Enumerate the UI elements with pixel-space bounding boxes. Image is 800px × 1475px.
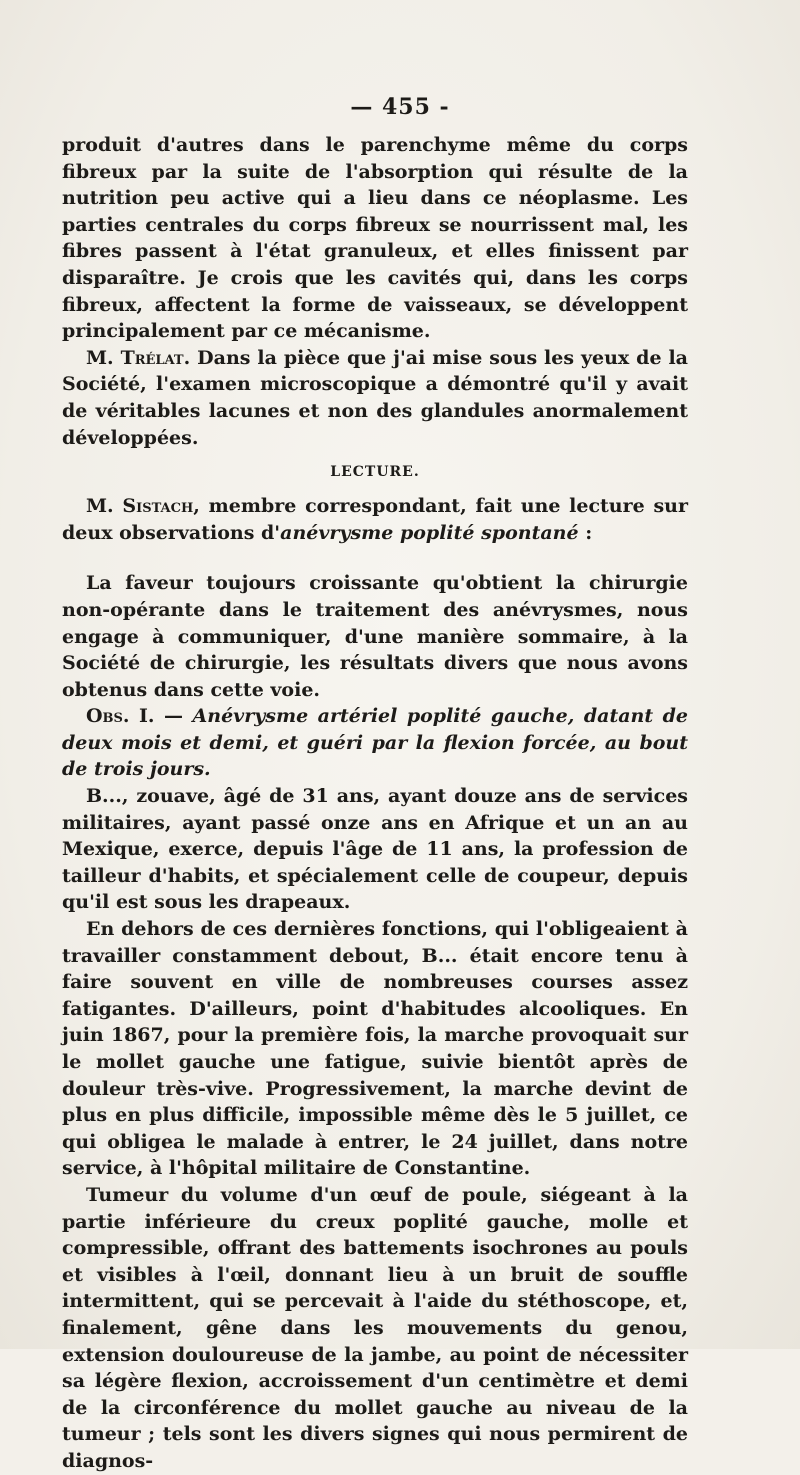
paragraph-text-end: :	[578, 521, 593, 544]
observation-label: Obs. I.	[86, 705, 155, 728]
paragraph-intro: La faveur toujours croissante qu'obtient la chirurgie non-opérante dans le traitement des anévrysmes, nous engage à communiquer, d'une manière sommaire, à la Société de chirurgie, les résultats divers que nous avons obtenus dans cette voie.	[62, 572, 688, 701]
paragraph-trelat	[62, 345, 688, 451]
paragraph-text: , membre correspondant, fait une lecture sur deux observations d'	[62, 495, 688, 544]
paragraph-italic: anévrysme poplité spontané	[280, 521, 579, 544]
paragraph-signs: Tumeur du volume d'un œuf de poule, siégeant à la partie inférieure du creux poplité gauche, molle et compressible, offrant des battements isochrones au pouls et visibles à l'œil, donnant lieu à un bruit de souffle intermittent, qui se percevait à l'aide du stéthoscope, et, finalement, gêne dans les mouvements du genou, extension douloureuse de la jambe, au point de nécessiter sa légère flexion, accroissement d'un centimètre et demi de la circonférence du mollet gauche au niveau de la tumeur ; tels sont les divers signes qui nous permirent de diagnos-	[62, 1183, 688, 1472]
observation-dash: —	[154, 705, 193, 728]
section-heading: LECTURE.	[330, 464, 420, 481]
paragraph-text: Dans la pièce que j'ai mise sous les yeux de la Société, l'examen microscopique a démontré qu'il y avait de véritables lacunes et non des glandules anormalement développées.	[62, 346, 688, 449]
paragraph-patient: B..., zouave, âgé de 31 ans, ayant douze ans de services militaires, ayant passé onze ans en Afrique et un an au Mexique, exerce, depuis l'âge de 11 ans, la profession de tailleur d'habits, et spécialement celle de coupeur, depuis qu'il est sous les drapeaux.	[62, 785, 688, 914]
speaker-name: M. Sistach	[86, 495, 194, 518]
paragraph-sistach	[62, 493, 688, 546]
speaker-name: M. Trélat.	[86, 346, 191, 369]
observation-title: Anévrysme artériel poplité gauche, datant de deux mois et demi, et guéri par la flexion forcée, au bout de trois jours.	[62, 705, 689, 781]
page-number: — 455 -	[350, 94, 450, 120]
body-text	[62, 132, 688, 1475]
paragraph-continuation: produit d'autres dans le parenchyme même du corps fibreux par la suite de l'absorption qui résulte de la nutrition peu active qui a lieu dans ce néoplasme. Les parties centrales du corps fibreux se nourrissent mal, les fibres passent à l'état granuleux, et elles finissent par disparaître. Je crois que les cavités qui, dans les corps fibreux, affectent la forme de vaisseaux, se développent principalement par ce mécanisme.	[62, 134, 688, 343]
observation-heading	[62, 703, 688, 783]
paragraph-history: En dehors de ces dernières fonctions, qui l'obligeaient à travailler constamment debout, B... était encore tenu à faire souvent en ville de nombreuses courses assez fatigantes. D'ailleurs, point d'habitudes alcooliques. En juin 1867, pour la première fois, la marche provoquait sur le mollet gauche une fatigue, suivie bientôt après de douleur très-vive. Progressivement, la marche devint de plus en plus difficile, impossible même dès le 5 juillet, ce qui obligea le malade à entrer, le 24 juillet, dans notre service, à l'hôpital militaire de Constantine.	[62, 918, 688, 1180]
